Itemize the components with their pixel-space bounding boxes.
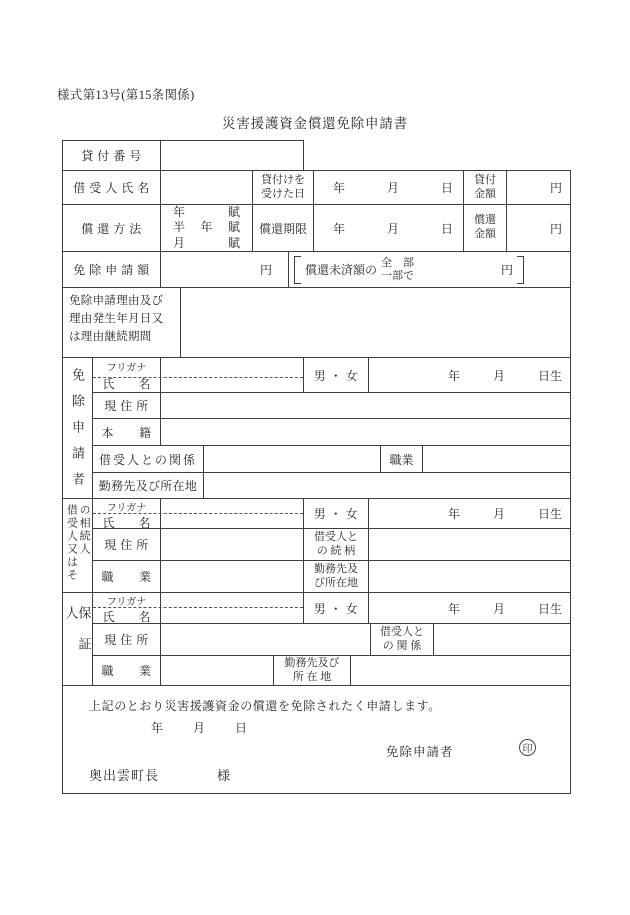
heir-relation-label <box>303 528 369 561</box>
applicant-birthdate-field[interactable] <box>368 357 571 393</box>
heir-birthdate-field[interactable] <box>368 498 571 529</box>
day-born-label: 日生 <box>537 507 562 521</box>
unpaid-part-label: 一部で <box>381 269 415 282</box>
loan-received-date-line1: 貸付けを <box>261 173 305 186</box>
loan-amount-field[interactable] <box>506 170 571 205</box>
name-label: 氏 名 <box>102 610 151 624</box>
year-label: 年 <box>447 507 460 521</box>
furigana-divider <box>93 513 303 514</box>
repayment-amount-label <box>463 204 507 252</box>
applicant-section-label <box>62 357 93 499</box>
guarantor-address-field[interactable] <box>160 623 371 656</box>
day-born-label: 日生 <box>537 368 562 383</box>
guarantor-name-field[interactable] <box>160 592 304 624</box>
year-label: 年 <box>332 221 345 236</box>
guarantor-relation-line2: の 関 係 <box>382 639 422 652</box>
loan-amount-line2: 金額 <box>474 187 496 200</box>
repayment-amount-field[interactable] <box>506 204 571 252</box>
applicant-domicile-field[interactable] <box>160 418 571 446</box>
applicant-workplace-field[interactable] <box>203 472 571 499</box>
monthly-label: 月 <box>173 235 186 250</box>
name-label: 氏 名 <box>102 516 151 530</box>
fu-label: 賦 <box>227 205 240 220</box>
open-bracket <box>294 256 301 284</box>
furigana-divider <box>93 377 303 378</box>
guarantor-occupation-field[interactable] <box>160 655 274 686</box>
loan-number-label: 貸 付 番 号 <box>62 140 161 171</box>
applicant-sex-field[interactable]: 男 ・ 女 <box>303 357 369 393</box>
heir-vertical-col2: の相続人 <box>78 504 91 556</box>
declaration-box <box>62 685 571 794</box>
applicant-signature-label: 免除申請者 <box>386 745 454 759</box>
applicant-relation-label: 借受人との関係 <box>92 445 204 473</box>
guarantor-workplace-label <box>273 655 351 686</box>
applicant-address-label: 現 住 所 <box>92 392 161 419</box>
applicant-domicile-label: 本 籍 <box>92 418 161 446</box>
borrower-name-label: 借 受 人 氏 名 <box>62 170 161 205</box>
heir-workplace-field[interactable] <box>368 560 571 593</box>
furigana-label: フリガナ <box>106 363 147 374</box>
name-label: 氏 名 <box>102 377 151 391</box>
guarantor-birthdate-field[interactable] <box>368 592 571 624</box>
loan-received-date-label <box>252 170 314 205</box>
yen-label: 円 <box>500 263 513 277</box>
month-label: 月 <box>492 601 505 616</box>
heir-workplace-line2: び所在地 <box>314 576 358 589</box>
declaration-date-field[interactable] <box>151 719 247 736</box>
month-label: 月 <box>386 181 399 195</box>
month-label: 月 <box>492 507 505 521</box>
guarantor-vertical-text: 保証人 <box>63 606 92 668</box>
heir-relation-line2: の 続 柄 <box>316 544 356 557</box>
exemption-amount-label: 免 除 申 請 額 <box>62 251 161 288</box>
fu-label: 賦 <box>227 220 240 235</box>
furigana-label: フリガナ <box>106 597 147 608</box>
yen-label: 円 <box>549 181 562 195</box>
close-bracket <box>517 256 524 284</box>
annual-label: 年 <box>173 205 186 220</box>
addressee-name: 奥出雲町長 <box>89 768 160 783</box>
loan-number-field[interactable] <box>160 140 304 171</box>
guarantor-furigana-name-label <box>92 592 161 624</box>
month-label: 月 <box>492 368 505 383</box>
guarantor-workplace-line1: 勤務先及び <box>284 656 340 669</box>
repayment-amount-line2: 金額 <box>474 228 496 240</box>
heir-occupation-label: 職 業 <box>92 560 161 593</box>
heir-relation-line1: 借受人と <box>314 530 358 543</box>
form-title: 災害援護資金償還免除申請書 <box>222 116 408 131</box>
seal-character: 印 <box>522 744 533 755</box>
guarantor-relation-label <box>370 623 434 656</box>
unpaid-options <box>381 257 414 282</box>
heir-vertical-col1: 借受人又はそ <box>65 504 78 582</box>
heir-occupation-field[interactable] <box>160 560 304 593</box>
exemption-reason-label: 免除申請理由及び理由発生年月日又は理由継続期間 <box>62 287 181 358</box>
month-label: 月 <box>386 221 399 236</box>
semi-label-1: 半 <box>173 220 186 235</box>
heir-workplace-line1: 勤務先及 <box>314 562 358 575</box>
guarantor-relation-line1: 借受人と <box>380 625 424 638</box>
guarantor-occupation-label: 職 業 <box>92 655 161 686</box>
declaration-statement: 上記のとおり災害援護資金の償還を免除されたく申請します。 <box>89 699 441 713</box>
semi-label-2: 年 <box>200 220 213 235</box>
honorific-label: 様 <box>217 768 232 783</box>
repayment-deadline-label: 償還期限 <box>252 204 314 252</box>
installment-type-field[interactable] <box>160 204 253 252</box>
yen-label: 円 <box>549 221 562 236</box>
heir-workplace-label <box>303 560 369 593</box>
unpaid-balance-field[interactable] <box>288 251 571 288</box>
loan-received-date-line2: 受けた日 <box>261 187 305 200</box>
heir-address-label: 現 住 所 <box>92 528 161 561</box>
guarantor-sex-field[interactable]: 男 ・ 女 <box>303 592 369 624</box>
year-label: 年 <box>447 368 460 383</box>
fu-label: 賦 <box>227 235 240 250</box>
applicant-furigana-name-label <box>92 357 161 393</box>
unpaid-all-label: 全 部 <box>381 256 415 269</box>
applicant-address-field[interactable] <box>160 392 571 419</box>
addressee-line <box>89 765 231 784</box>
guarantor-section-label <box>62 592 93 686</box>
heir-section-label <box>62 498 93 593</box>
month-label: 月 <box>193 721 206 735</box>
applicant-workplace-label: 勤務先及び所在地 <box>92 472 204 499</box>
guarantor-address-label: 現 住 所 <box>92 623 161 656</box>
day-label: 日 <box>440 221 453 236</box>
unpaid-prefix-label: 償還未済額の <box>305 263 378 277</box>
repayment-amount-line1: 償還 <box>474 214 496 227</box>
borrower-name-field[interactable] <box>160 170 253 205</box>
day-born-label: 日生 <box>537 601 562 616</box>
day-label: 日 <box>235 721 248 735</box>
applicant-occupation-label: 職業 <box>380 445 423 473</box>
form-number: 様式第13号(第15条関係) <box>57 88 195 102</box>
year-label: 年 <box>332 181 345 195</box>
year-label: 年 <box>151 721 164 735</box>
loan-amount-line1: 貸付 <box>474 173 496 186</box>
day-label: 日 <box>440 181 453 195</box>
seal-mark-icon <box>519 739 536 756</box>
loan-date-field[interactable] <box>313 170 464 205</box>
applicant-name-field[interactable] <box>160 357 304 393</box>
loan-amount-label <box>463 170 507 205</box>
repayment-method-label: 償 還 方 法 <box>62 204 161 252</box>
guarantor-relation-field[interactable] <box>433 623 571 656</box>
yen-label: 円 <box>259 263 272 277</box>
exemption-amount-field[interactable] <box>160 251 289 288</box>
exemption-reason-field[interactable] <box>180 287 571 358</box>
heir-relation-field[interactable] <box>368 528 571 561</box>
furigana-label: フリガナ <box>106 503 147 514</box>
heir-address-field[interactable] <box>160 528 304 561</box>
applicant-vertical-text: 免除申請者 <box>70 368 85 498</box>
heir-sex-field[interactable]: 男 ・ 女 <box>303 498 369 529</box>
furigana-divider <box>93 607 303 608</box>
guarantor-workplace-field[interactable] <box>350 655 571 686</box>
guarantor-workplace-line2: 所 在 地 <box>292 670 332 683</box>
repayment-deadline-field[interactable] <box>313 204 464 252</box>
year-label: 年 <box>447 601 460 616</box>
applicant-relation-field[interactable] <box>203 445 381 473</box>
applicant-occupation-field[interactable] <box>422 445 571 473</box>
